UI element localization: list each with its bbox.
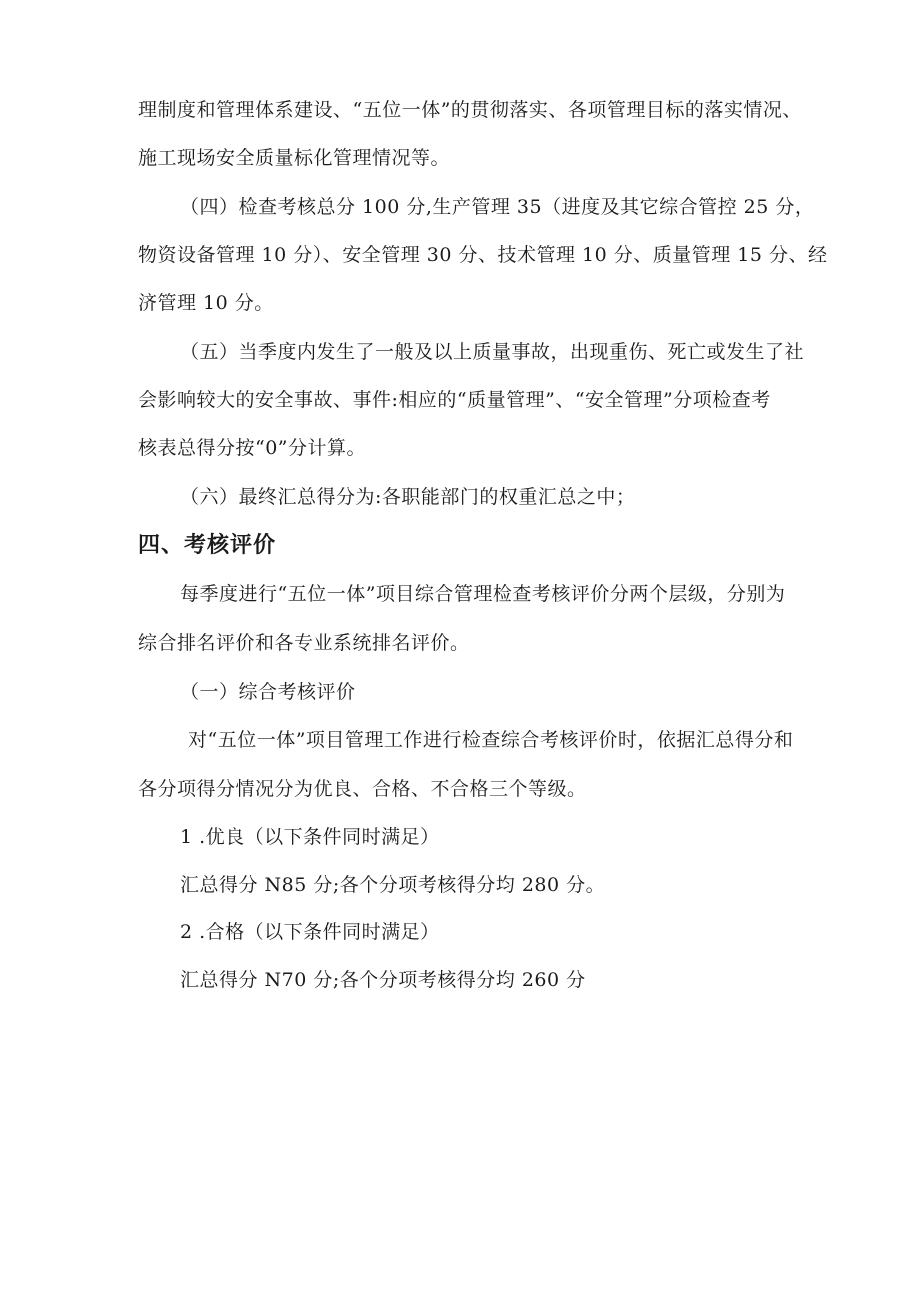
subsection-line: 各分项得分情况分为优良、合格、不合格三个等级。 xyxy=(138,778,587,800)
subsection-line: 对“五位一体”项目管理工作进行检查综合考核评价时，依据汇总得分和 xyxy=(188,729,794,751)
item-four-line: （四）检查考核总分 100 分,生产管理 35（进度及其它综合管控 25 分， xyxy=(180,196,815,218)
paragraph-line: 理制度和管理体系建设、“五位一体”的贯彻落实、各项管理目标的落实情况、 xyxy=(138,99,802,121)
item-four-line: 济管理 10 分。 xyxy=(138,292,274,314)
item-five-line: （五）当季度内发生了一般及以上质量事故，出现重伤、死亡或发生了社 xyxy=(180,341,805,363)
item-six-line: （六）最终汇总得分为:各职能部门的权重汇总之中； xyxy=(180,486,636,508)
item-five-line: 会影响较大的安全事故、事件:相应的“质量管理”、“安全管理”分项检查考 xyxy=(138,389,771,411)
item-five-line: 核表总得分按“0”分计算。 xyxy=(138,437,367,459)
grade-criteria: 汇总得分 N85 分;各个分项考核得分均 280 分。 xyxy=(180,874,606,896)
subsection-title: （一）综合考核评价 xyxy=(180,681,356,703)
grade-title: 1 .优良（以下条件同时满足） xyxy=(180,826,440,848)
section-intro-line: 每季度进行“五位一体”项目综合管理检查考核评价分两个层级，分别为 xyxy=(180,583,786,605)
section-intro-line: 综合排名评价和各专业系统排名评价。 xyxy=(138,632,470,654)
section-heading: 四、考核评价 xyxy=(138,532,277,558)
grade-title: 2 .合格（以下条件同时满足） xyxy=(180,921,440,943)
grade-criteria: 汇总得分 N70 分;各个分项考核得分均 260 分 xyxy=(180,969,586,991)
paragraph-line: 施工现场安全质量标化管理情况等。 xyxy=(138,147,451,169)
item-four-line: 物资设备管理 10 分）、安全管理 30 分、技术管理 10 分、质量管理 15 分、经 xyxy=(138,244,828,266)
